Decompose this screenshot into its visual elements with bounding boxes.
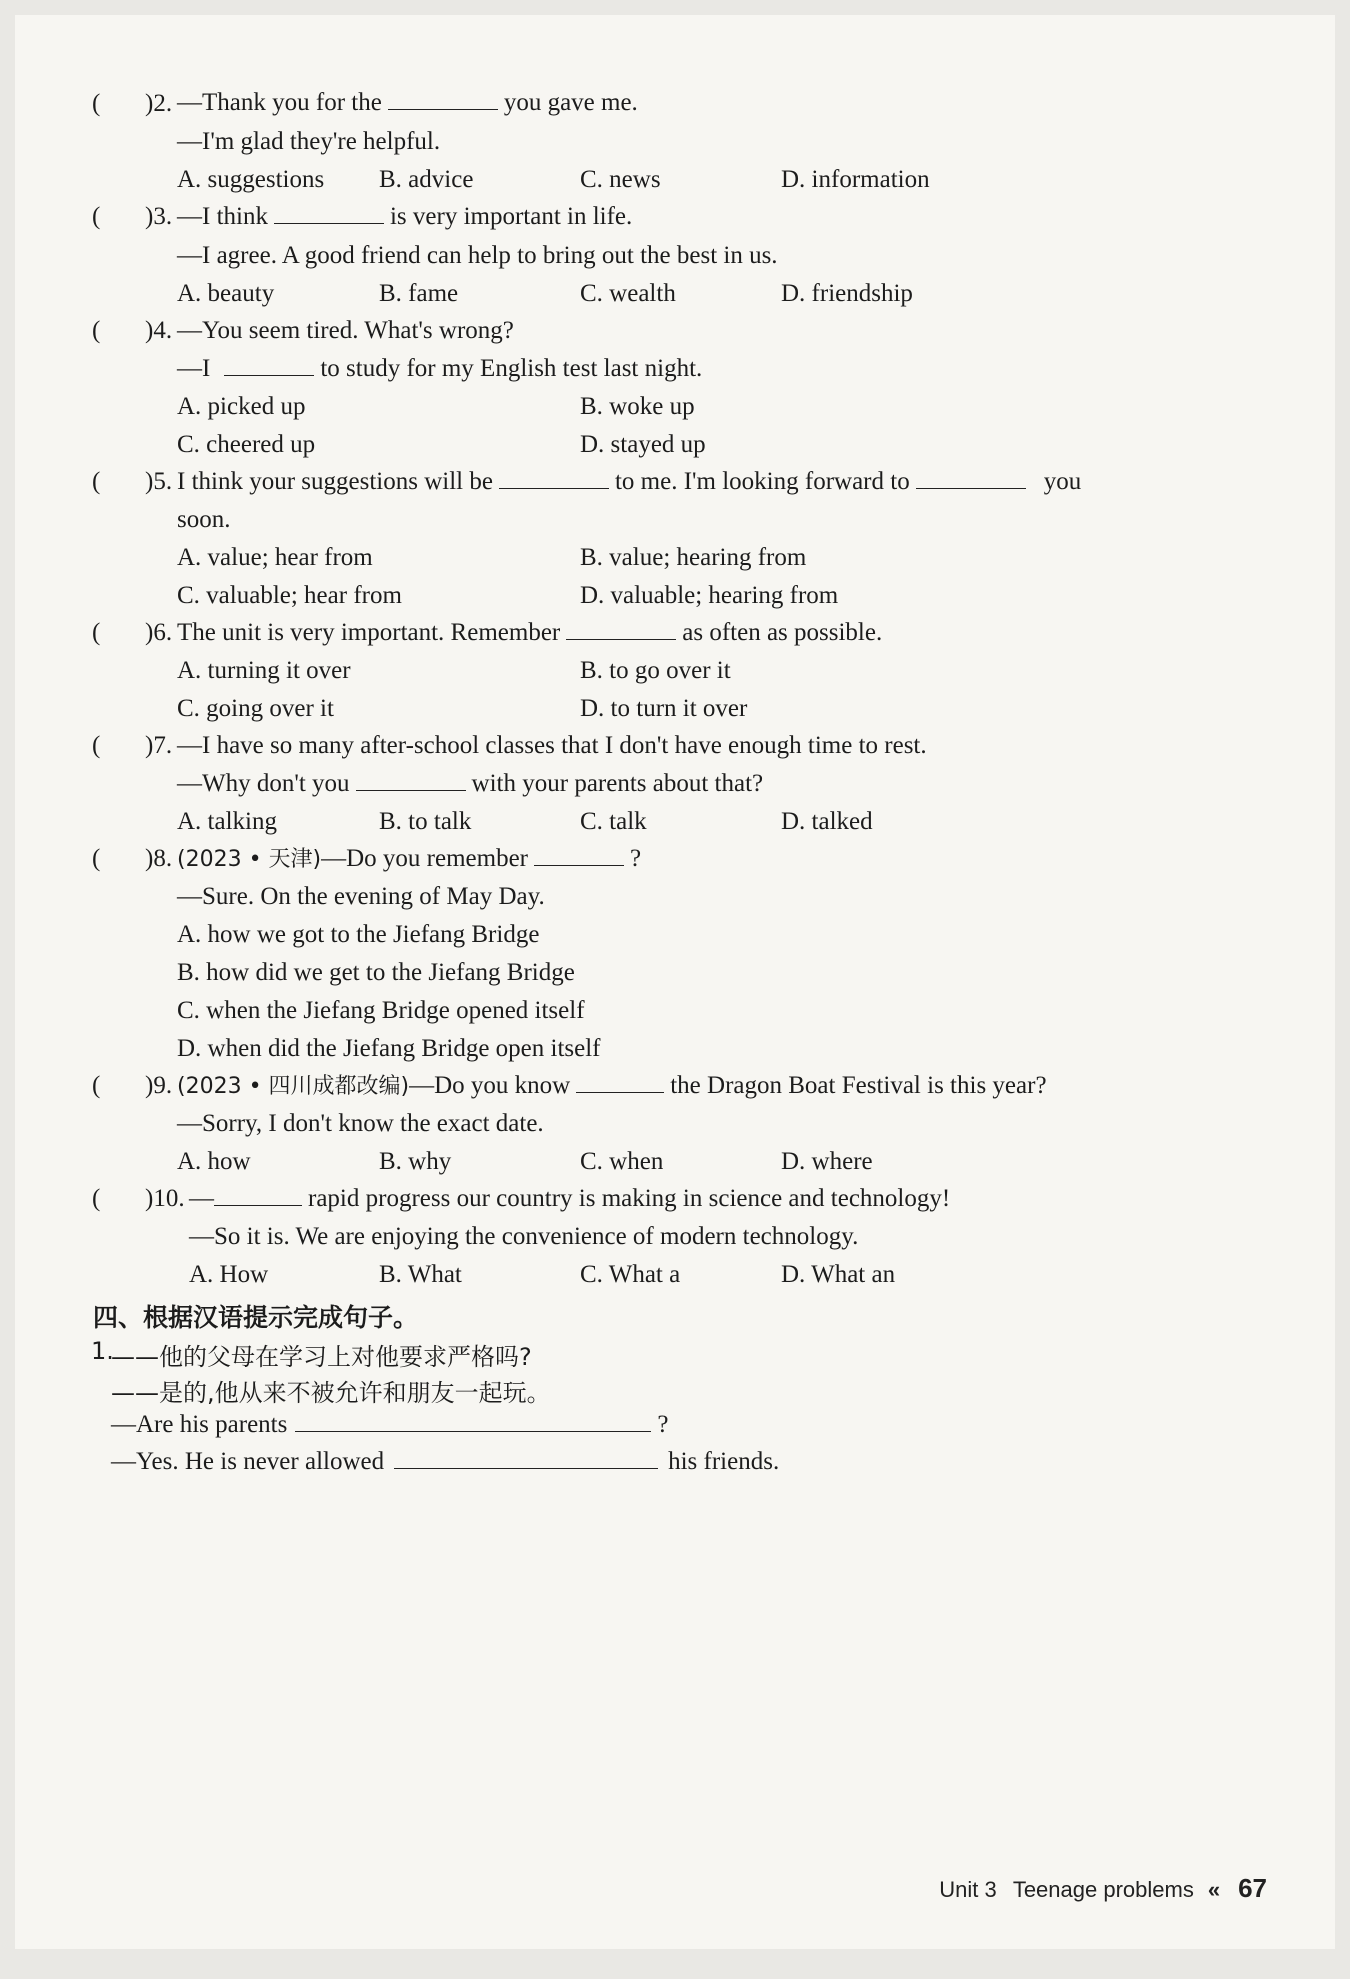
- translation-line: [111, 1408, 668, 1442]
- option-d[interactable]: D. to turn it over: [580, 695, 748, 722]
- sentence-text: ?: [657, 1411, 669, 1438]
- question-text: —Thank you for the: [177, 89, 382, 116]
- question-number: )2.: [145, 90, 173, 117]
- question-number: )3.: [145, 203, 173, 230]
- question-text: to study for my English test last night.: [320, 355, 703, 382]
- dialogue-line: —Sorry, I don't know the exact date.: [177, 1110, 544, 1137]
- translation-line: [111, 1445, 779, 1479]
- option-c[interactable]: C. wealth: [580, 280, 676, 307]
- option-b[interactable]: B. how did we get to the Jiefang Bridge: [177, 959, 575, 986]
- question-number: )8.: [145, 845, 173, 872]
- answer-paren: (: [92, 732, 101, 759]
- unit-title: Teenage problems: [1012, 1877, 1194, 1902]
- option-a[interactable]: A. how we got to the Jiefang Bridge: [177, 921, 540, 948]
- sentence-text: his friends.: [668, 1448, 780, 1475]
- option-a[interactable]: A. suggestions: [177, 166, 325, 193]
- question-line: [177, 86, 638, 120]
- option-d[interactable]: D. friendship: [781, 280, 913, 307]
- option-c[interactable]: C. What a: [580, 1261, 681, 1288]
- option-d[interactable]: D. valuable; hearing from: [580, 582, 839, 609]
- answer-blank[interactable]: [214, 1183, 302, 1206]
- answer-blank[interactable]: [274, 201, 384, 224]
- question-text: —Do you know: [409, 1072, 571, 1099]
- option-c[interactable]: C. news: [580, 166, 661, 193]
- source-tag: (2023 • 天津): [177, 847, 322, 872]
- answer-blank[interactable]: [224, 353, 314, 376]
- answer-blank[interactable]: [295, 1409, 651, 1432]
- answer-blank[interactable]: [499, 466, 609, 489]
- source-tag: (2023 • 四川成都改编): [177, 1074, 410, 1099]
- answer-paren: (: [92, 203, 101, 230]
- option-b[interactable]: B. fame: [379, 280, 459, 307]
- option-a[interactable]: A. beauty: [177, 280, 275, 307]
- question-text: I think your suggestions will be: [177, 468, 493, 495]
- dialogue-line: —So it is. We are enjoying the convenience of modern technology.: [189, 1223, 859, 1250]
- answer-blank[interactable]: [576, 1070, 664, 1093]
- answer-blank[interactable]: [356, 768, 466, 791]
- question-line: [177, 842, 641, 877]
- page-number: 67: [1238, 1873, 1267, 1903]
- option-b[interactable]: B. to go over it: [580, 657, 731, 684]
- question-line: [177, 200, 632, 234]
- answer-paren: (: [92, 1185, 101, 1212]
- answer-blank[interactable]: [534, 843, 624, 866]
- question-text: —I think: [177, 203, 268, 230]
- question-text: is very important in life.: [389, 203, 633, 230]
- chinese-prompt: ——他的父母在学习上对他要求严格吗?: [111, 1343, 532, 1371]
- answer-blank[interactable]: [916, 466, 1026, 489]
- answer-blank[interactable]: [394, 1446, 658, 1469]
- option-b[interactable]: B. What: [379, 1261, 462, 1288]
- worksheet-page: [15, 15, 1335, 1949]
- question-text: ?: [630, 845, 642, 872]
- question-text: to me. I'm looking forward to: [614, 468, 910, 495]
- question-text: rapid progress our country is making in science and technology!: [308, 1185, 951, 1212]
- answer-blank[interactable]: [566, 617, 676, 640]
- item-number: 1.: [91, 1337, 114, 1365]
- question-text: as often as possible.: [682, 619, 883, 646]
- question-text: you: [1043, 468, 1082, 495]
- answer-paren: (: [92, 1072, 101, 1099]
- option-d[interactable]: D. stayed up: [580, 431, 706, 458]
- answer-paren: (: [92, 90, 101, 117]
- dialogue-line: —I have so many after-school classes that I don't have enough time to rest.: [177, 732, 927, 759]
- sentence-text: —Are his parents: [111, 1411, 288, 1438]
- option-c[interactable]: C. when the Jiefang Bridge opened itself: [177, 997, 585, 1024]
- option-d[interactable]: D. when did the Jiefang Bridge open itself: [177, 1035, 601, 1062]
- chevron-left-icon: «: [1207, 1877, 1221, 1902]
- option-c[interactable]: C. going over it: [177, 695, 334, 722]
- question-line: [189, 1182, 950, 1216]
- question-text: The unit is very important. Remember: [177, 619, 561, 646]
- question-line-cont: soon.: [177, 506, 231, 533]
- answer-paren: (: [92, 317, 101, 344]
- question-number: )6.: [145, 619, 173, 646]
- option-b[interactable]: B. woke up: [580, 393, 695, 420]
- question-text: —Do you remember: [321, 845, 529, 872]
- unit-label: Unit 3: [939, 1877, 997, 1902]
- question-text: with your parents about that?: [471, 770, 764, 797]
- dialogue-line: —I'm glad they're helpful.: [177, 128, 441, 155]
- question-number: )4.: [145, 317, 173, 344]
- question-line: [177, 465, 1081, 499]
- answer-paren: (: [92, 845, 101, 872]
- option-c[interactable]: C. valuable; hear from: [177, 582, 402, 609]
- dialogue-line: —Sure. On the evening of May Day.: [177, 883, 545, 910]
- option-b[interactable]: B. value; hearing from: [580, 544, 807, 571]
- option-d[interactable]: D. talked: [781, 808, 873, 835]
- option-b[interactable]: B. to talk: [379, 808, 472, 835]
- option-a[interactable]: A. How: [189, 1261, 269, 1288]
- chinese-prompt: ——是的,他从来不被允许和朋友一起玩。: [111, 1379, 551, 1407]
- question-text: —: [189, 1185, 214, 1212]
- answer-paren: (: [92, 619, 101, 646]
- option-d[interactable]: D. where: [781, 1148, 873, 1175]
- question-number: )9.: [145, 1072, 173, 1099]
- question-text: you gave me.: [503, 89, 638, 116]
- option-a[interactable]: A. talking: [177, 808, 277, 835]
- question-number: )5.: [145, 468, 173, 495]
- sentence-text: —Yes. He is never allowed: [111, 1448, 385, 1475]
- question-number: )10.: [145, 1185, 185, 1212]
- question-text: —Why don't you: [177, 770, 350, 797]
- option-c[interactable]: C. cheered up: [177, 431, 316, 458]
- question-line: [177, 767, 763, 801]
- question-line: [177, 352, 702, 386]
- option-d[interactable]: D. information: [781, 166, 930, 193]
- option-a[interactable]: A. value; hear from: [177, 544, 373, 571]
- option-b[interactable]: B. advice: [379, 166, 474, 193]
- option-c[interactable]: C. when: [580, 1148, 664, 1175]
- option-a[interactable]: A. turning it over: [177, 657, 351, 684]
- option-a[interactable]: A. picked up: [177, 393, 306, 420]
- page-footer: [939, 1873, 1267, 1904]
- question-number: )7.: [145, 732, 173, 759]
- option-d[interactable]: D. What an: [781, 1261, 896, 1288]
- section-title: 四、根据汉语提示完成句子。: [93, 1303, 419, 1332]
- dialogue-line: —I agree. A good friend can help to bring out the best in us.: [177, 242, 778, 269]
- option-c[interactable]: C. talk: [580, 808, 647, 835]
- option-b[interactable]: B. why: [379, 1148, 452, 1175]
- question-text: —I: [177, 355, 211, 382]
- question-text: the Dragon Boat Festival is this year?: [670, 1072, 1047, 1099]
- answer-blank[interactable]: [388, 87, 498, 110]
- option-a[interactable]: A. how: [177, 1148, 251, 1175]
- question-line: [177, 1069, 1047, 1104]
- answer-paren: (: [92, 468, 101, 495]
- dialogue-line: —You seem tired. What's wrong?: [177, 317, 514, 344]
- question-line: [177, 616, 882, 650]
